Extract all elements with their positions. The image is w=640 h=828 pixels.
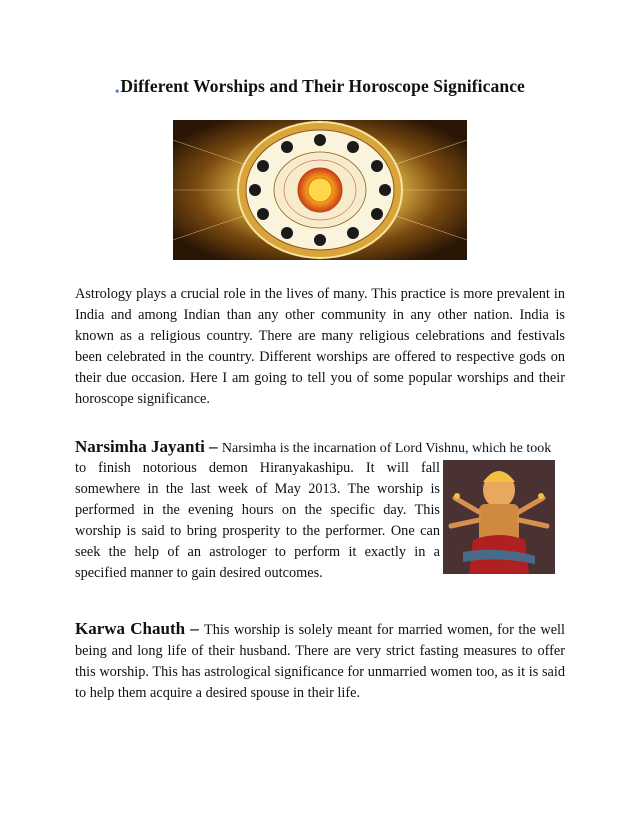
karwa-text: This worship is solely meant for married women, for the well being and long life of their husband. There are very strict fasting measures to offer this worship. This has astrological significance for unmarried women too, as it is said to help them acquire a desired spouse in their life. — [75, 622, 565, 701]
narsimha-paragraph-first — [75, 436, 570, 459]
bullet-dot-icon: • — [115, 84, 120, 98]
narsimha-text-first: Narsimha is the incarnation of Lord Vishnu, which he took — [221, 441, 552, 456]
karwa-heading: Karwa Chauth – — [75, 619, 204, 638]
narsimha-heading: Narsimha Jayanti – — [75, 437, 222, 456]
intro-paragraph: Astrology plays a crucial role in the lives of many. This practice is more prevalent in India and among Indian than any other community in any other nation. India is known as a religious country. There are many religious celebrations and festivals been celebrated in the country. Different worships are offered to respective gods on their due occasion. Here I am going to tell you of some popular worships and their horoscope significance. — [75, 286, 565, 407]
narsimha-paragraph-rest: to finish notorious demon Hiranyakashipu. It will fall somewhere in the last week of May 2013. The worship is performed in the evening hours on the specific day. This worship is said to bring prosperity to the performer. One can seek the help of an astrologer to perform it exactly in a specified manner to gain desired outcomes. — [75, 460, 440, 581]
karwa-paragraph — [75, 618, 565, 704]
page-title-text: Different Worships and Their Horoscope Significance — [120, 76, 525, 96]
zodiac-wheel-image — [173, 120, 467, 260]
page-title — [0, 76, 640, 99]
narsimha-deity-image — [443, 460, 555, 574]
